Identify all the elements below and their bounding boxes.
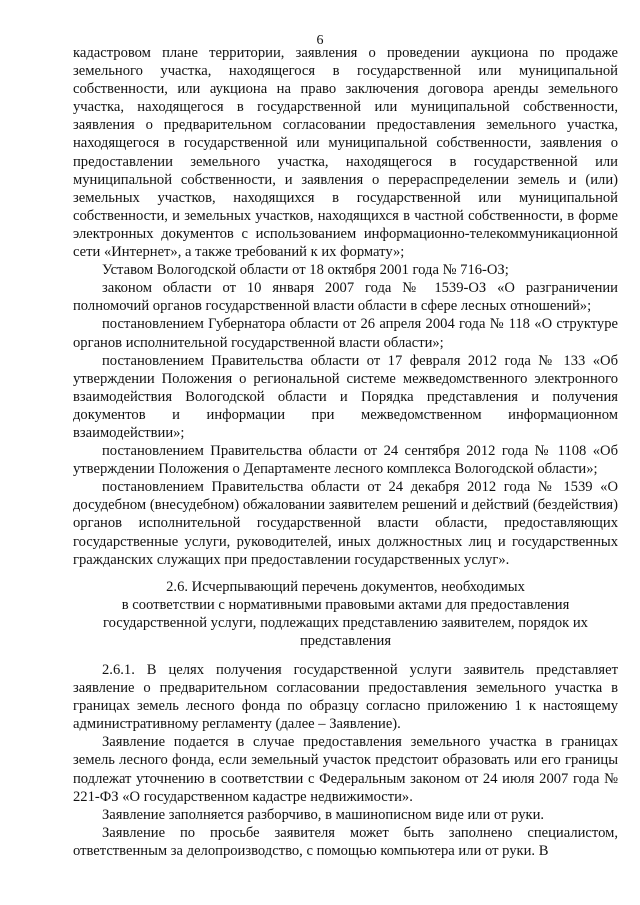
section-heading: [73, 578, 618, 650]
list-item: кадастровом плане территории, заявления о проведении аукциона по продаже земельного участка, находящегося в государственной или муниципальной собственности, или аукциона на право заключения договора аренды земельного участка, находящегося в государственной или муниципальной собственности, заявления о предварительном согласовании предоставления земельного участка, находящегося в государственной или муниципальной собственности, заявления о предоставлении земельного участка, находящегося в государственной или муниципальной собственности, и заявления о перераспределении земель и (или) земельных участков, находящихся в государственной или муниципальной собственности, и земельных участков, находящихся в частной собственности, в форме электронных документов с использованием информационно-телекоммуникационной сети «Интернет», а также требований к их формату»;: [73, 45, 618, 261]
section-body: [73, 661, 618, 860]
section-paragraph: Заявление заполняется разборчиво, в машинописном виде или от руки.: [102, 806, 545, 823]
section-heading-line: представления: [299, 633, 392, 650]
list-item: постановлением Губернатора области от 26 апреля 2004 года № 118 «О структуре органов исполнительной государственной власти области»;: [73, 316, 618, 351]
list-item: Уставом Вологодской области от 18 октября 2001 года № 716-ОЗ;: [102, 262, 509, 279]
section-paragraph: 2.6.1. В целях получения государственной услуги заявитель представляет заявление о предварительном согласовании предоставления земельного участка в границах земель лесного фонда по образцу согласно приложению 1 к настоящему административному регламенту (далее – Заявление).: [73, 662, 618, 733]
list-item: постановлением Правительства области от 24 декабря 2012 года № 1539 «О досудебном (внесудебном) обжаловании заявителем решений и действий (бездействия) органов исполнительной государственной власти области, предоставляющих государственные услуги, руководителей, иных должностных лиц и государственных гражданских служащих при предоставлении государственных услуг».: [73, 479, 618, 568]
section-heading-line: в соответствии с нормативными правовыми актами для предоставления: [121, 597, 570, 614]
page-number: 6: [316, 33, 324, 48]
section-heading-line: 2.6. Исчерпывающий перечень документов, необходимых: [166, 579, 525, 595]
section-paragraph: Заявление по просьбе заявителя может быть заполнено специалистом, ответственным за делопроизводство, с помощью компьютера или от руки. В: [73, 824, 618, 859]
list-item: постановлением Правительства области от 17 февраля 2012 года № 133 «Об утверждении Положения о региональной системе межведомственного электронного взаимодействия Вологодской области и Порядка представления и получения документов и информации при межведомственном информационном взаимодействии»;: [73, 352, 618, 441]
list-item: законом области от 10 января 2007 года № 1539-ОЗ «О разграничении полномочий органов государственной власти области в сфере лесных отношений»;: [73, 280, 618, 315]
legal-basis-list: [73, 44, 618, 569]
section-heading-line: государственной услуги, подлежащих представлению заявителем, порядок их: [103, 615, 588, 632]
section-paragraph: Заявление подается в случае предоставления земельного участка в границах земель лесного фонда, если земельный участок предстоит образовать или его границы подлежат уточнению в соответствии с Федеральным законом от 24 июля 2007 года № 221-ФЗ «О государственном кадастре недвижимости».: [73, 734, 618, 805]
list-item: постановлением Правительства области от 24 сентября 2012 года № 1108 «Об утверждении Положения о Департаменте лесного комплекса Вологодской области»;: [73, 443, 618, 478]
